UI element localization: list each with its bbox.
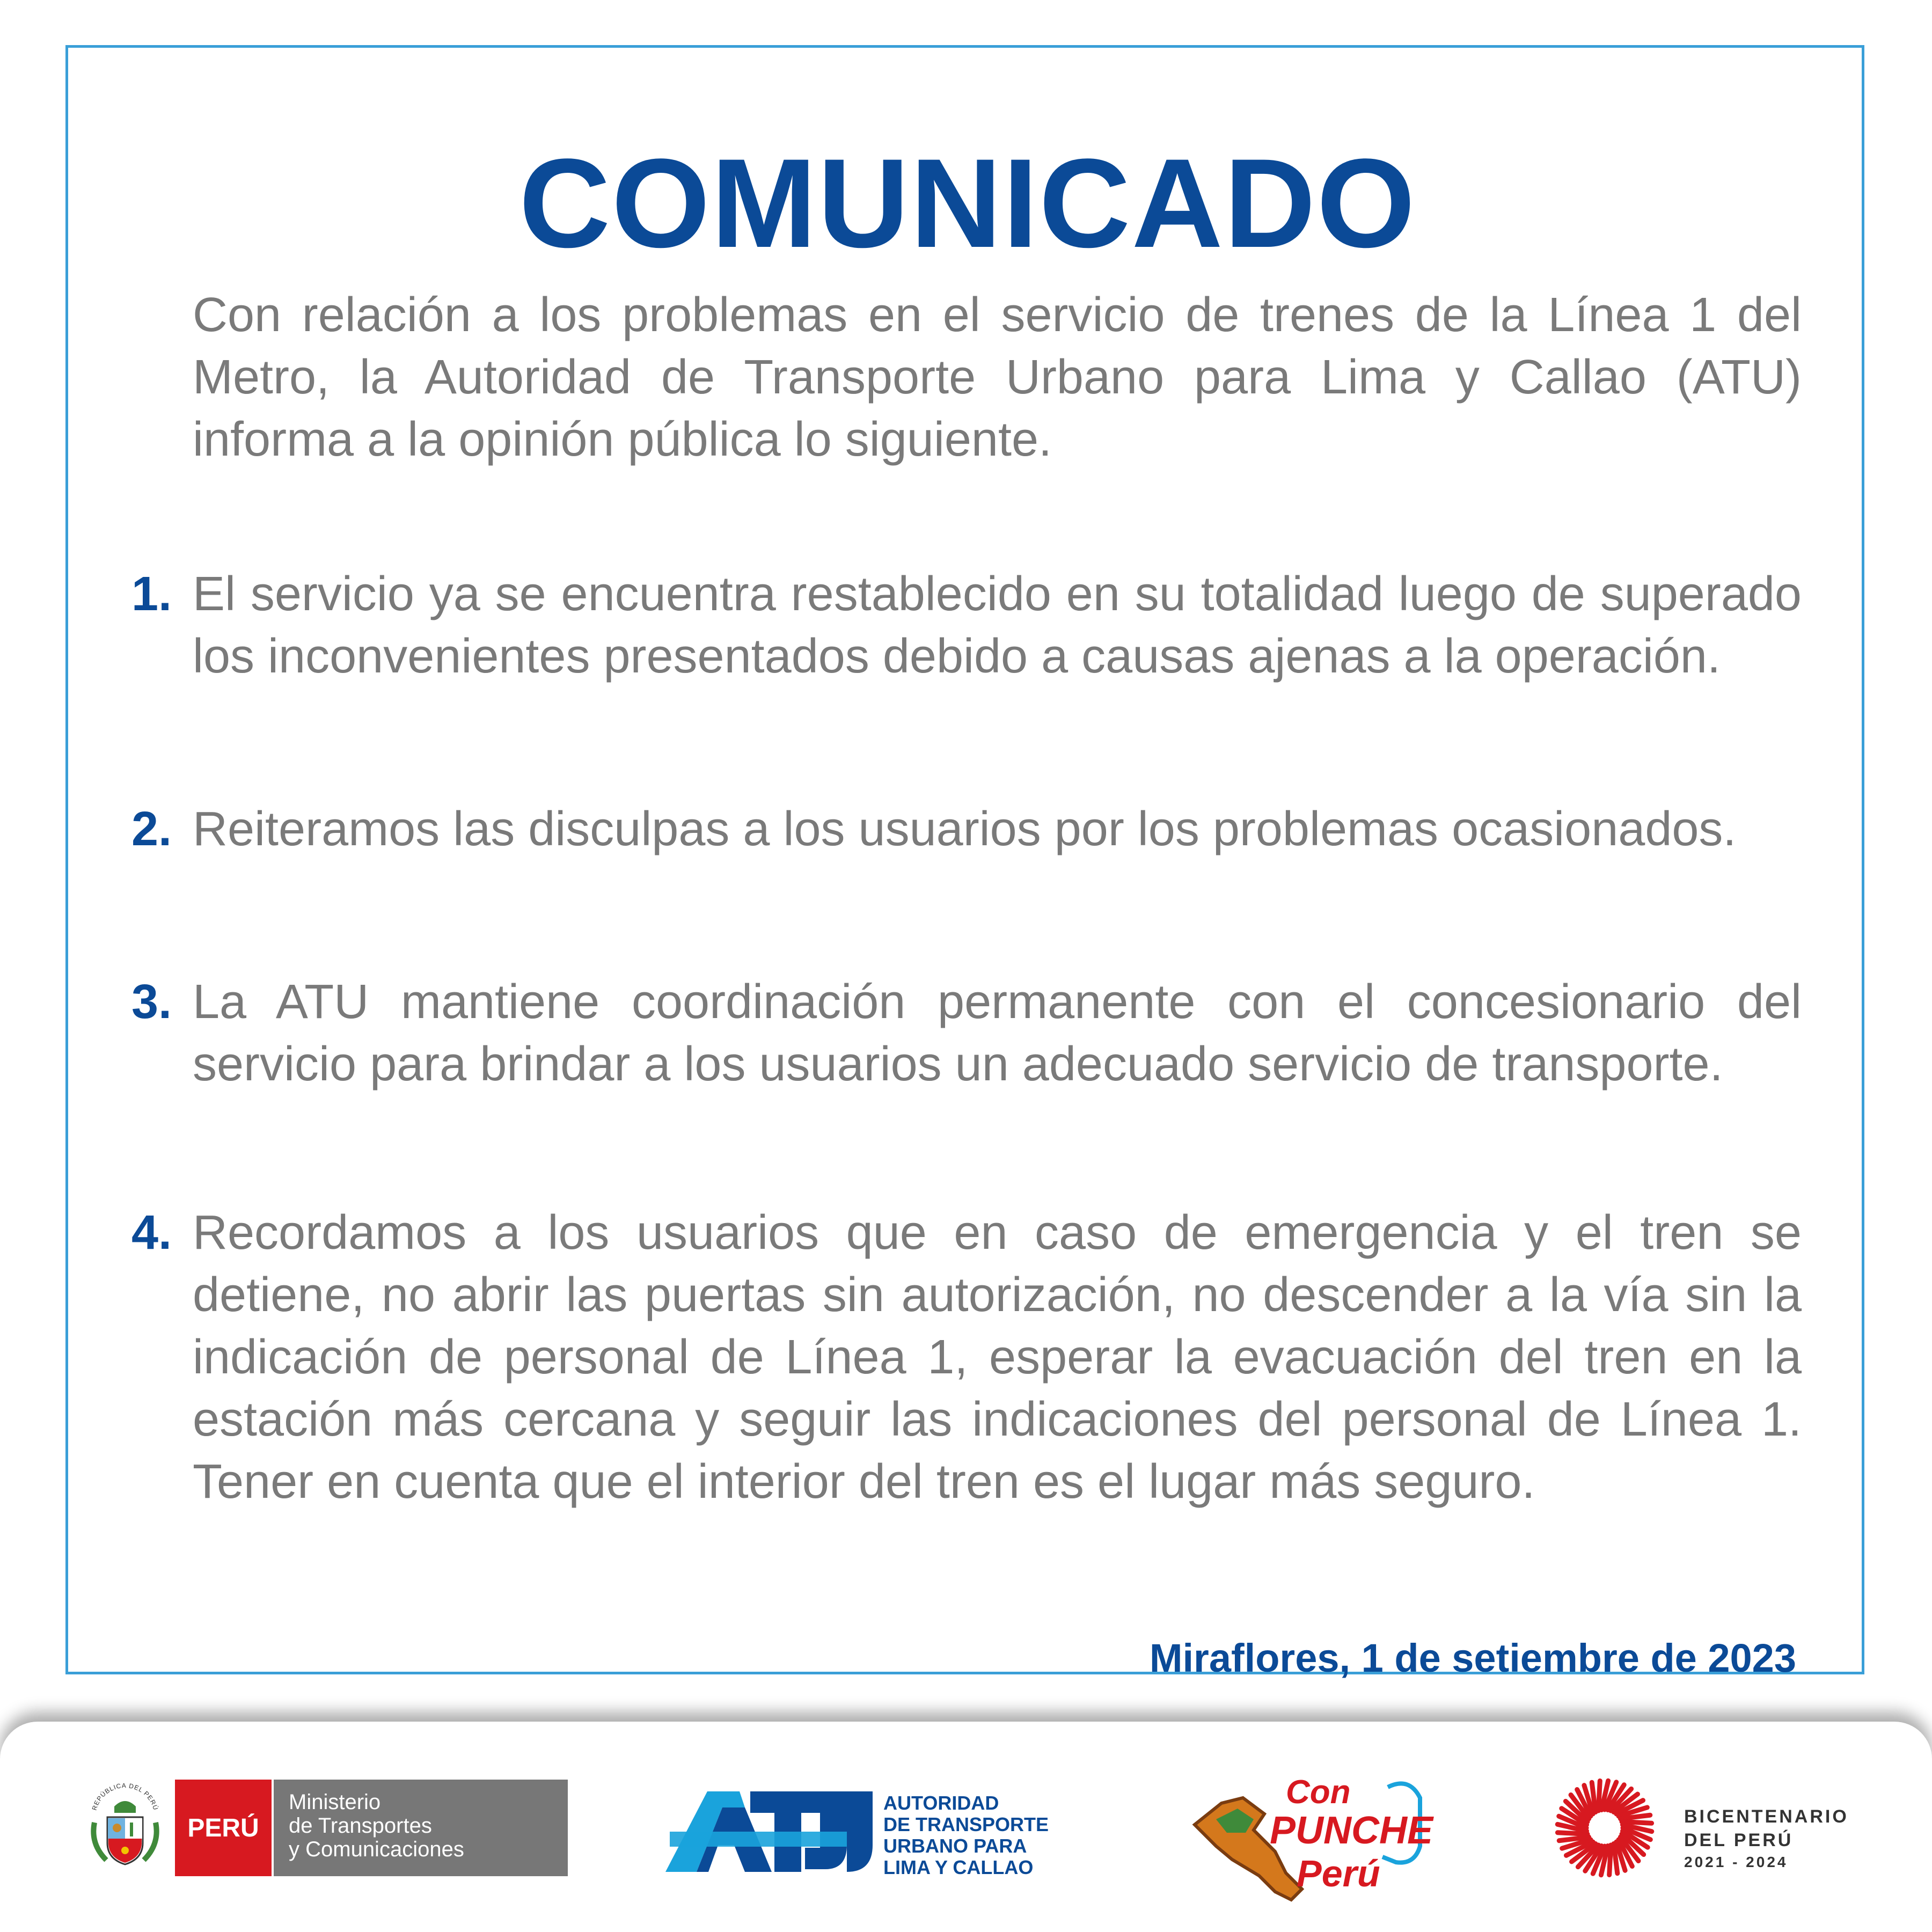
intro-paragraph: Con relación a los problemas en el servicio de trenes de la Línea 1 del Metro, la Autoridad de Transporte Urbano para Lima y Callao (ATU) informa a la opinión pública lo siguiente.	[193, 288, 1802, 466]
atu-logo	[664, 1781, 1072, 1877]
list-item-number: 1.	[131, 567, 172, 621]
list-item-text: Reiteramos las disculpas a los usuarios por los problemas ocasionados.	[193, 802, 1737, 856]
peru-coat-of-arms-icon	[85, 1780, 165, 1876]
announcement-frame	[65, 45, 1864, 1680]
bicentenario-line2: DEL PERÚ	[1684, 1830, 1794, 1850]
mtc-logo	[85, 1780, 568, 1876]
list-item-number: 2.	[131, 802, 172, 856]
punche-line2: PUNCHE	[1270, 1809, 1433, 1852]
list-item-text: La ATU mantiene coordinación permanente con el concesionario del servicio para brindar a los usuarios un adecuado servicio de transporte.	[193, 975, 1802, 1091]
punche-line3: Perú	[1297, 1853, 1380, 1894]
seal-text: REPÚBLICA DEL PERÚ	[90, 1781, 160, 1811]
date-place-signature: Miraflores, 1 de setiembre de 2023	[1149, 1636, 1796, 1680]
page-title: COMUNICADO	[519, 133, 1416, 274]
sunburst-ray	[1622, 1821, 1652, 1823]
bicentenario-line1: BICENTENARIO	[1684, 1806, 1849, 1827]
list-item-text: El servicio ya se encuentra restablecido en su totalidad luego de superado los inconvenientes presentados debido a causas ajenas a la operación.	[193, 567, 1802, 683]
sunburst-ray	[1557, 1833, 1587, 1834]
con-punche-peru-logo	[1184, 1766, 1436, 1911]
con-punche-peru-icon	[1184, 1766, 1436, 1911]
list-item-text: Recordamos a los usuarios que en caso de emergencia y el tren se detiene, no abrir las puertas sin autorización, no descender a la vía sin la indicación de personal de Línea 1, esperar la evacuación del tren en la estación más cercana y seguir las indicaciones del personal de Línea 1. Tener en cuenta que el interior del tren es el lugar más seguro.	[193, 1206, 1802, 1509]
peru-label: PERÚ	[175, 1780, 272, 1876]
bicentenario-years: 2021 - 2024	[1684, 1854, 1788, 1870]
sunburst-ray	[1598, 1781, 1600, 1811]
bicentenario-sunburst-icon	[1546, 1774, 1664, 1882]
punche-line1: Con	[1286, 1774, 1351, 1811]
atu-mark-icon	[664, 1781, 874, 1877]
footer-logo-bar	[0, 1722, 1932, 1932]
ministry-label: Ministerio de Transportes y Comunicaciones	[274, 1780, 568, 1876]
list-item-number: 4.	[131, 1206, 172, 1260]
atu-full-name: AUTORIDAD DE TRANSPORTE URBANO PARA LIMA Y CALLAO	[883, 1792, 1049, 1878]
list-item-number: 3.	[131, 975, 172, 1029]
sunburst-ray	[1609, 1845, 1611, 1875]
bicentenario-logo	[1546, 1774, 1868, 1882]
